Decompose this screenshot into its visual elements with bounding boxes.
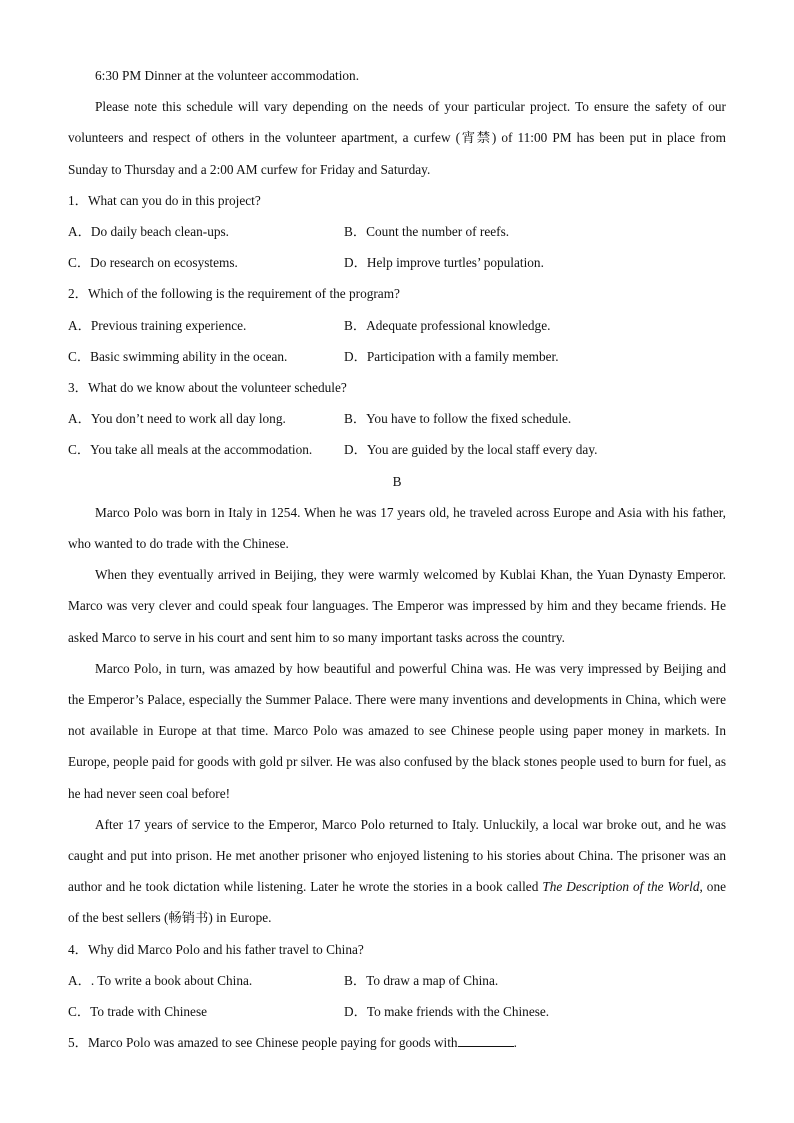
paragraph-text: , one of the best sellers (畅销书) in Europe.	[68, 879, 726, 926]
question-stem: 4．Why did Marco Polo and his father travel to China?	[68, 941, 364, 957]
option-b: B．To draw a map of China.	[344, 972, 499, 988]
passage-paragraph: Marco Polo was born in Italy in 1254. When he was 17 years old, he traveled across Europe and Asia with his father, who wanted to do trade with the Chinese.	[68, 504, 726, 552]
option-c: C．You take all meals at the accommodation.	[68, 442, 313, 458]
option-c: C．Basic swimming ability in the ocean.	[68, 348, 288, 364]
section-heading: B	[392, 473, 402, 489]
option-c: C．Do research on ecosystems.	[68, 255, 238, 271]
question-stem: 3．What do we know about the volunteer schedule?	[68, 380, 347, 396]
passage-paragraph	[68, 809, 726, 934]
option-b: B．You have to follow the fixed schedule.	[344, 411, 572, 427]
paragraph-text: After 17 years of service to the Emperor, Marco Polo returned to Italy. Unluckily, a local war broke out, and he was caught and put into prison. He met another prisoner who enjoyed listening to his stories about China. The prisoner was an author and he took dictation while listening. Later he wrote the stories in a book called	[68, 816, 726, 895]
question-stem: 5．Marco Polo was amazed to see Chinese people paying for goods with	[68, 1035, 458, 1051]
question-end: .	[513, 1035, 517, 1051]
option-d: D．Help improve turtles’ population.	[344, 255, 544, 271]
book-title: The Description of the World	[542, 879, 700, 895]
question-stem: 1．What can you do in this project?	[68, 192, 261, 208]
question-4	[68, 934, 726, 1028]
passage-paragraph: Marco Polo, in turn, was amazed by how beautiful and powerful China was. He was very impressed by Beijing and the Emperor’s Palace, especially the Summer Palace. There were many inventions and developments in China, which were not available in Europe at that time. Marco Polo was amazed to see Chinese people using paper money in markets. In Europe, people paid for goods with gold pr silver. He was also confused by the black stones people used to burn for fuel, as he had never seen coal before!	[68, 660, 726, 801]
option-a: A．Do daily beach clean-ups.	[68, 224, 229, 240]
passage-paragraph: When they eventually arrived in Beijing, they were warmly welcomed by Kublai Khan, the Yuan Dynasty Emperor. Marco was very clever and could speak four languages. The Emperor was impressed by him and they became friends. He asked Marco to serve in his court and sent him to so many important tasks across the country.	[68, 567, 726, 645]
question-3	[68, 372, 726, 466]
question-stem: 2．Which of the following is the requirement of the program?	[68, 286, 400, 302]
option-d: D．You are guided by the local staff every day.	[344, 442, 598, 458]
option-b: B．Count the number of reefs.	[344, 224, 510, 240]
question-2	[68, 278, 726, 372]
schedule-note: Please note this schedule will vary depending on the needs of your particular project. To ensure the safety of our volunteers and respect of others in the volunteer apartment, a curfew (宵禁) of 11:00 PM has been put in place from Sunday to Thursday and a 2:00 AM curfew for Friday and Saturday.	[68, 99, 726, 177]
option-b: B．Adequate professional knowledge.	[344, 317, 551, 333]
option-c: C．To trade with Chinese	[68, 1004, 208, 1020]
option-d: D．Participation with a family member.	[344, 348, 559, 364]
exam-page	[68, 60, 726, 1059]
question-1	[68, 185, 726, 279]
schedule-item: 6:30 PM Dinner at the volunteer accommodation.	[95, 68, 360, 83]
answer-blank[interactable]	[458, 1034, 514, 1047]
option-d: D．To make friends with the Chinese.	[344, 1004, 550, 1020]
option-a: A．You don’t need to work all day long.	[68, 411, 286, 427]
question-5	[68, 1027, 726, 1058]
option-a: A．. To write a book about China.	[68, 972, 253, 988]
option-a: A．Previous training experience.	[68, 317, 247, 333]
